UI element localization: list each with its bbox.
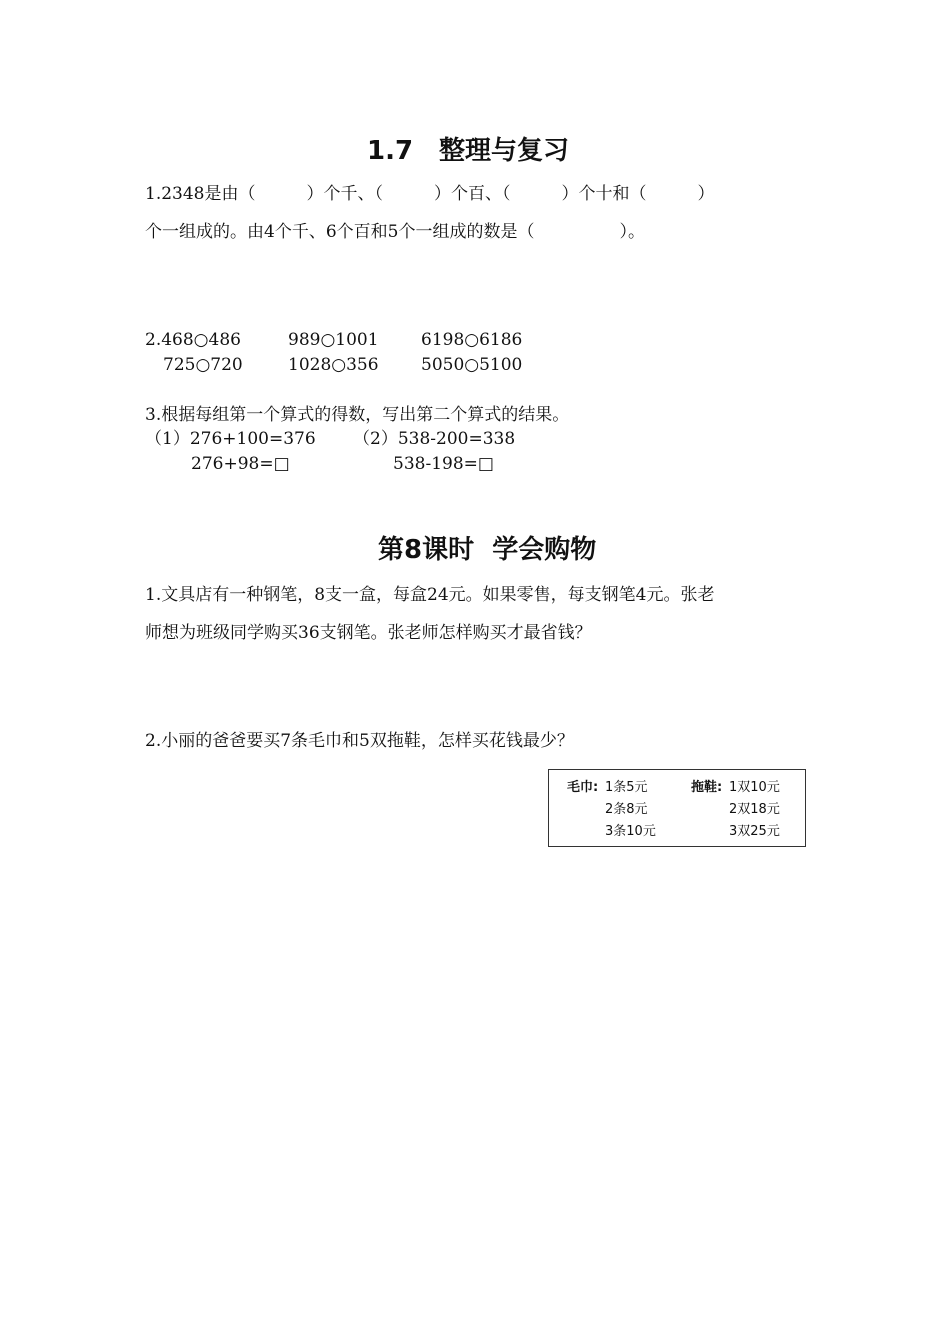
s2-q1-line1: 1.文具店有一种钢笔，8支一盒，每盒24元。如果零售，每支钢笔4元。张老 <box>145 585 715 605</box>
q2-item: 5050○5100 <box>421 355 523 375</box>
q3-item: 276+98=□ <box>191 454 290 474</box>
q1-line1: 1.2348是由（ ）个千、（ ）个百、（ ）个十和（ ） <box>145 184 715 204</box>
towel-price: 3条10元 <box>605 824 656 839</box>
section1-title: 1.7 整理与复习 <box>367 136 570 166</box>
q3-item: 538-198=□ <box>393 454 494 474</box>
q3-item: （1）276+100=376 <box>145 429 316 449</box>
q2-item: 725○720 <box>163 355 243 375</box>
slipper-price: 1双10元 <box>729 780 780 795</box>
s2-q2: 2.小丽的爸爸要买7条毛巾和5双拖鞋，怎样买花钱最少？ <box>145 731 574 751</box>
price-list-box <box>548 769 806 847</box>
towel-price: 1条5元 <box>605 780 648 795</box>
q2-item: 6198○6186 <box>421 330 523 350</box>
towel-price: 2条8元 <box>605 802 648 817</box>
slipper-label: 拖鞋: <box>691 780 723 795</box>
s2-q1-line2: 师想为班级同学购买36支钢笔。张老师怎样购买才最省钱？ <box>145 623 592 643</box>
q1-line2: 个一组成的。由4个千、6个百和5个一组成的数是（ ）。 <box>145 222 645 242</box>
slipper-price: 3双25元 <box>729 824 780 839</box>
towel-label: 毛巾: <box>567 780 599 795</box>
slipper-price: 2双18元 <box>729 802 780 817</box>
q3-item: （2）538-200=338 <box>353 429 516 449</box>
q3-intro: 3.根据每组第一个算式的得数，写出第二个算式的结果。 <box>145 405 570 425</box>
q2-item: 1028○356 <box>288 355 379 375</box>
section2-title: 第8课时 学会购物 <box>378 535 597 565</box>
q2-item: 989○1001 <box>288 330 379 350</box>
q2-item: 2.468○486 <box>145 330 241 350</box>
